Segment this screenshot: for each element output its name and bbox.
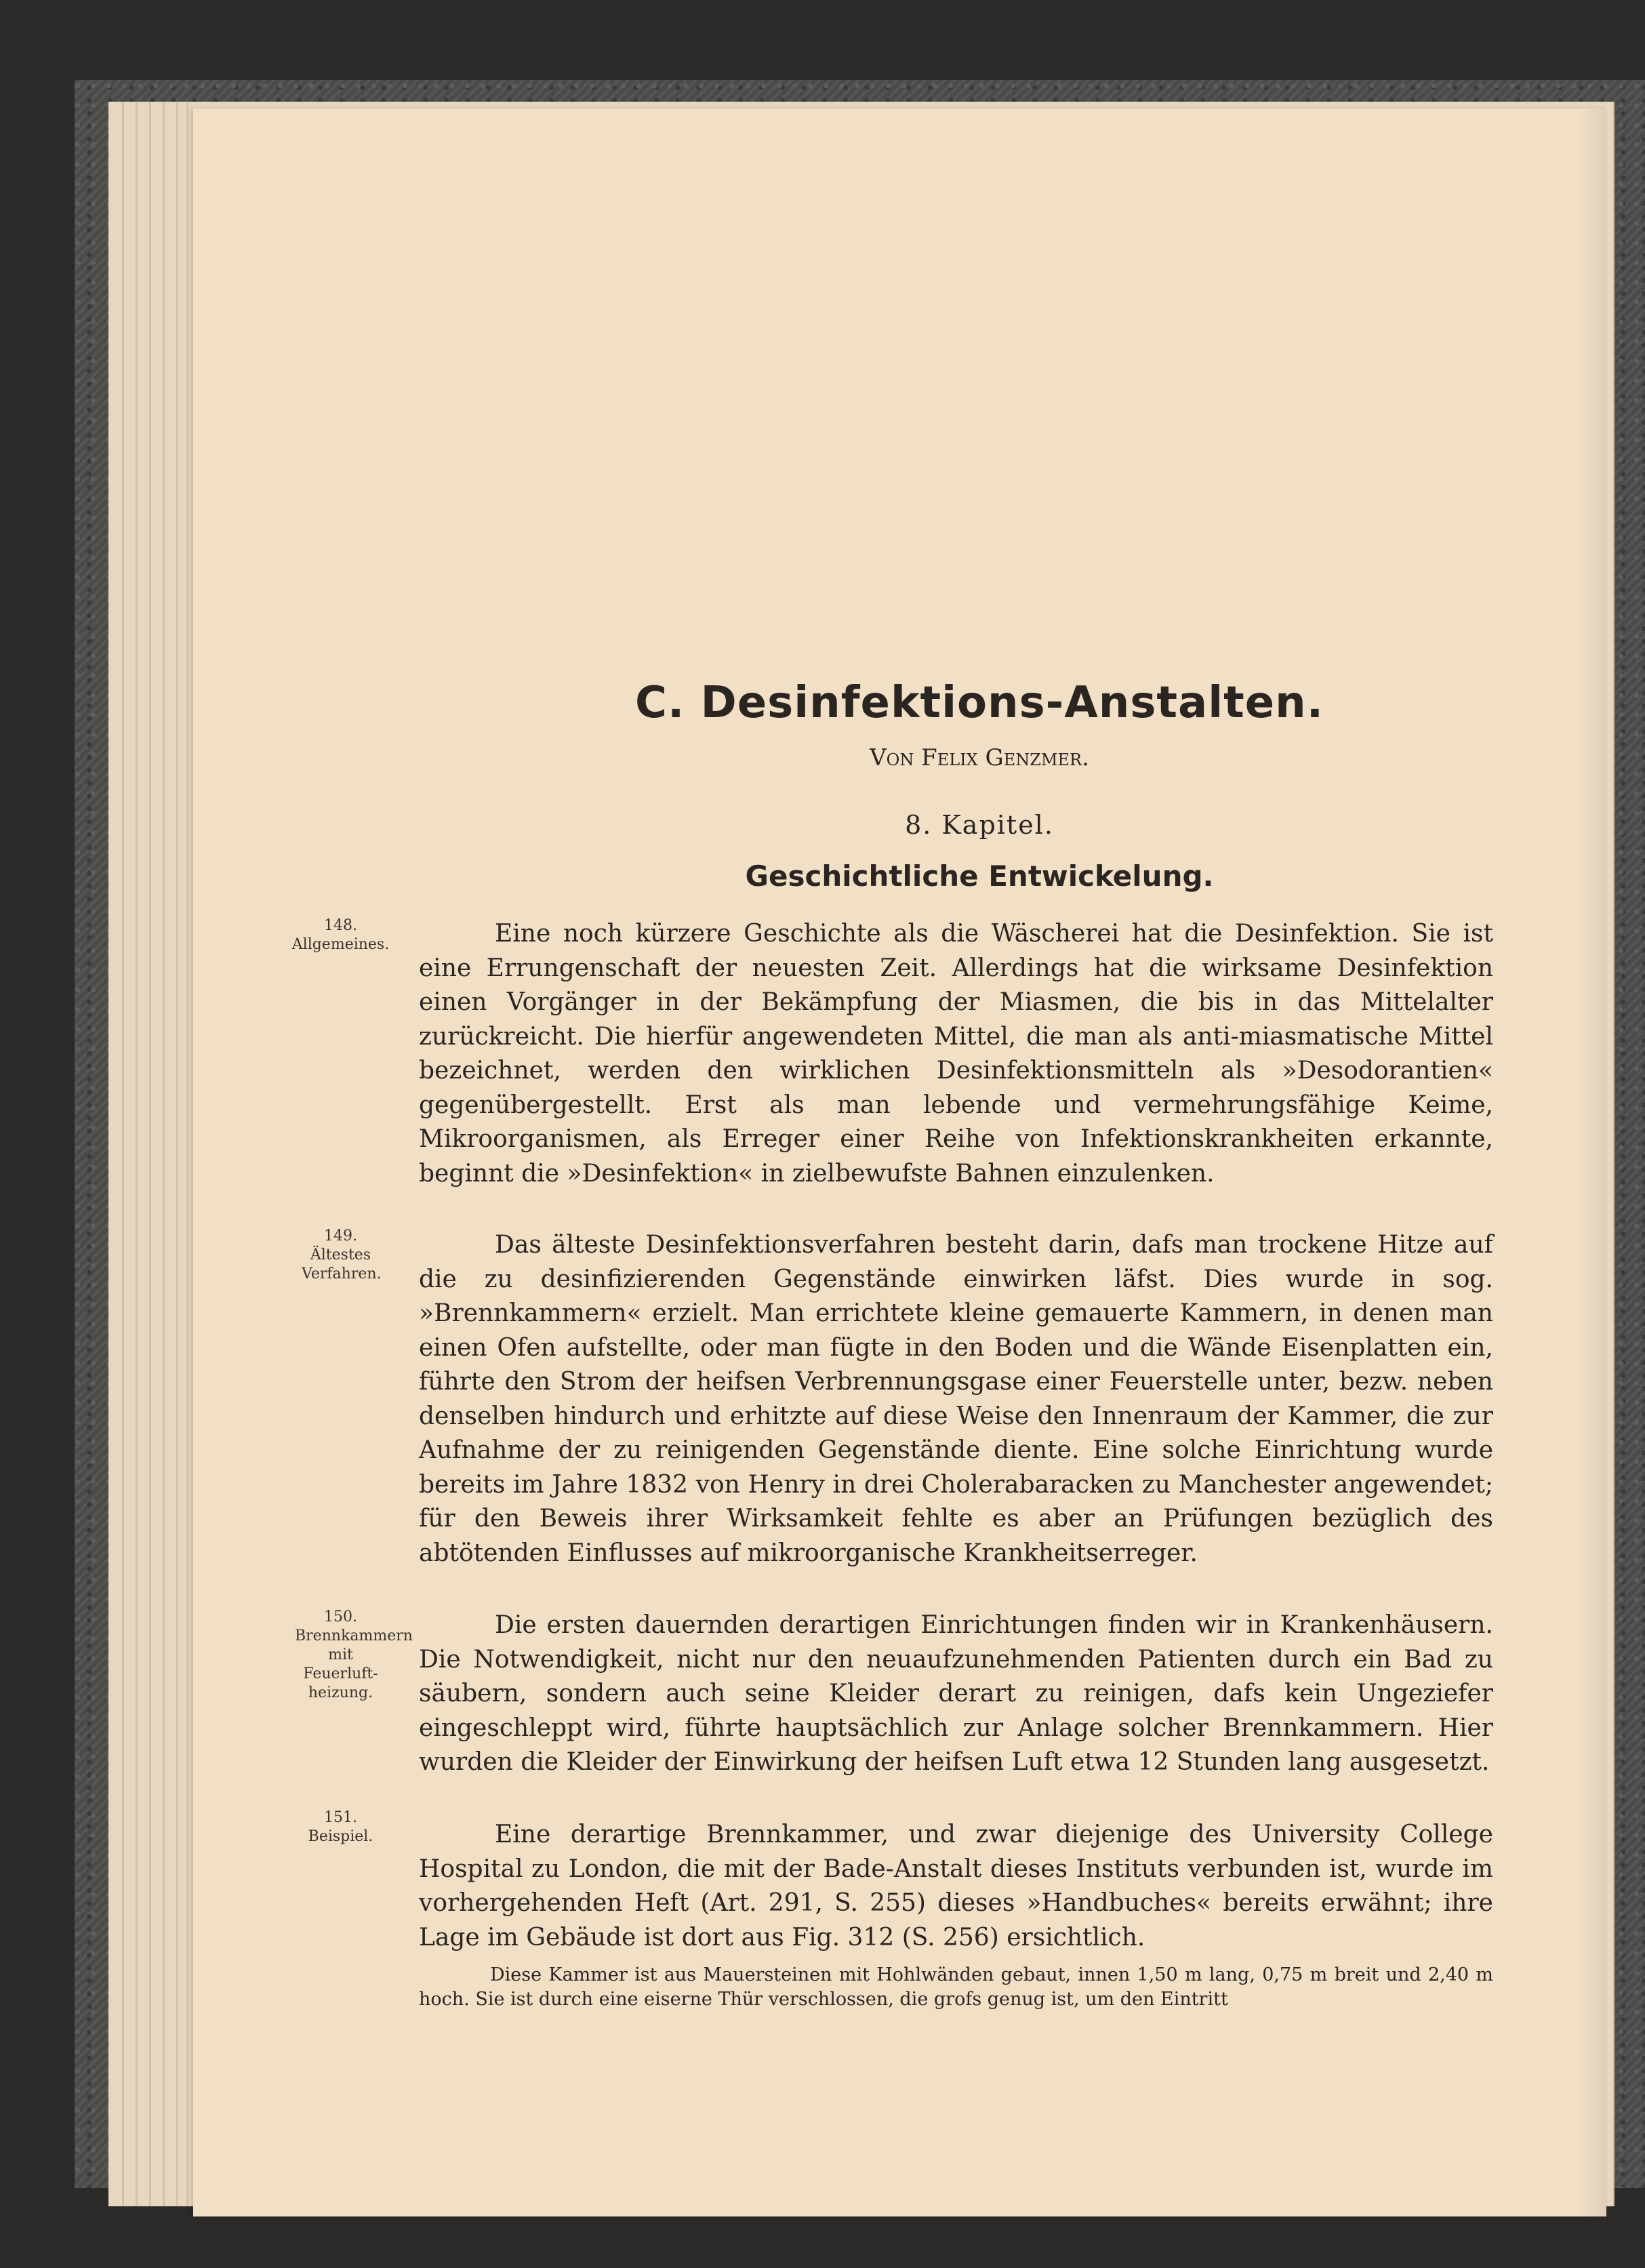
margin-note-label: Ältestes Verfahren. — [302, 1247, 382, 1282]
body-paragraph: Das älteste Desinfektionsverfahren besteht darin, dafs man trockene Hitze auf die zu desinfizierenden Gegenstände einwirken läfst. Dies wurde in sog. »Brennkammern« erzielt. Man errichtete kleine gemauerte Kammern, in denen man einen Ofen aufstellte, oder man fügte in den Boden und die Wände Eisenplatten ein, führte den Strom der heifsen Verbrennungsgase einer Feuerstelle unter, bezw. neben denselben hindurch und erhitzte auf diese Weise den Innenraum der Kammer, die zur Aufnahme der zu reinigenden Gegenstände diente. Eine solche Einrichtung wurde bereits im Jahre 1832 von Henry in drei Cholerabaracken zu Manchester angewendet; für den Beweis ihrer Wirksamkeit fehlte es aber an Prüfungen bezüglich des abtötenden Einflusses auf mikroorganische Krankheitserreger. — [419, 1231, 1493, 1567]
margin-note-label: Allgemeines. — [291, 936, 390, 953]
page-edge — [122, 102, 124, 2206]
margin-note-label: Beispiel. — [308, 1828, 373, 1845]
margin-note-number: 150. — [324, 1608, 357, 1625]
body-paragraph: Eine derartige Brennkammer, und zwar diejenige des University College Hospital zu London, die mit der Bade-Anstalt dieses Instituts verbunden ist, wurde im vorhergehenden Heft (Art. 291, S. 255) dieses »Handbuches« bereits erwähnt; ihre Lage im Gebäude ist dort aus Fig. 312 (S. 256) ersichtlich. — [419, 1821, 1493, 1951]
page-edge — [149, 102, 151, 2206]
section-heading: Geschichtliche Entwickelung. — [745, 859, 1214, 893]
margin-note — [261, 1608, 420, 1703]
page-edge — [186, 102, 188, 2206]
author-line: Von Felix Genzmer. — [870, 744, 1089, 771]
margin-note — [261, 1808, 420, 1846]
body-paragraph: Eine noch kürzere Geschichte als die Wäscherei hat die Desinfektion. Sie ist eine Errungenschaft der neuesten Zeit. Allerdings hat die wirksame Desinfektion einen Vorgänger in der Bekämpfung der Miasmen, die bis in das Mittelalter zurückreicht. Die hierfür angewendeten Mittel, die man als anti-miasmatische Mittel bezeichnet, werden den wirklichen Desinfektionsmitteln als »Desodorantien« gegenübergestellt. Erst als man lebende und vermehrungsfähige Keime, Mikroorganismen, als Erreger einer Reihe von Infektionskrankheiten erkannte, beginnt die »Desinfektion« in zielbewufste Bahnen einzulenken. — [419, 920, 1493, 1188]
margin-note-label: Brennkammern mit Feuerluft-heizung. — [295, 1627, 413, 1701]
chapter-number: 8. Kapitel. — [905, 810, 1054, 840]
margin-note — [261, 1227, 420, 1284]
page-edge — [136, 102, 138, 2206]
margin-note-number: 151. — [324, 1809, 357, 1826]
chapter-heading: C. Desinfektions-Anstalten. — [635, 678, 1324, 728]
margin-note-number: 149. — [324, 1228, 357, 1244]
body-paragraph: Die ersten dauernden derartigen Einrichtungen finden wir in Krankenhäusern. Die Notwendigkeit, nicht nur den neuaufzunehmenden Patienten durch ein Bad zu säubern, sondern auch seine Kleider derart zu reinigen, dafs kein Ungeziefer eingeschleppt wird, führte hauptsächlich zur Anlage solcher Brennkammern. Hier wurden die Kleider der Einwirkung der heifsen Luft etwa 12 Stunden lang ausgesetzt. — [419, 1611, 1493, 1776]
footnote-text: Diese Kammer ist aus Mauersteinen mit Hohlwänden gebaut, innen 1,50 m lang, 0,75 m breit und 2,40 m hoch. Sie ist durch eine eiserne Thür verschlossen, die grofs genug ist, um den Eintritt — [419, 1964, 1493, 2010]
margin-note-number: 148. — [324, 917, 357, 934]
page-edge — [176, 102, 178, 2206]
page-edge — [163, 102, 165, 2206]
margin-note — [261, 916, 420, 954]
